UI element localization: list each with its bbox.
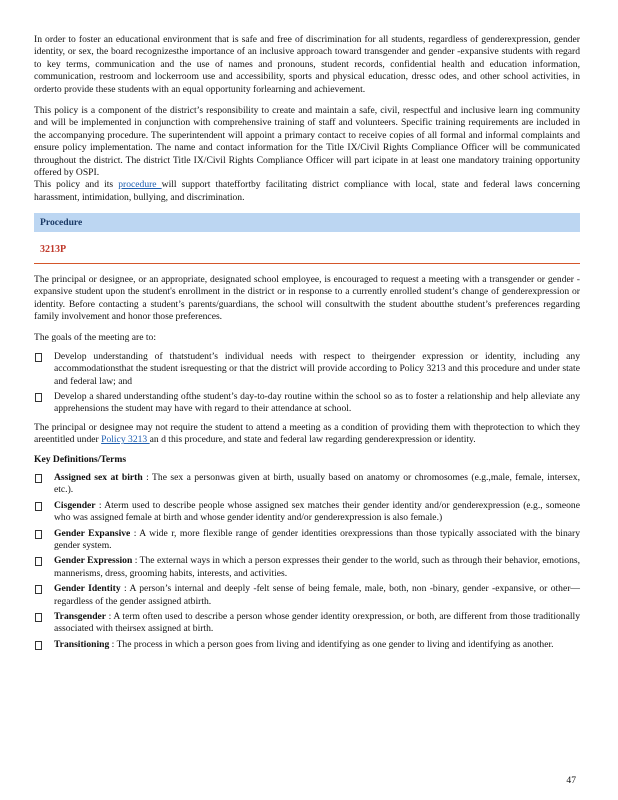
procedure-link[interactable]: procedure <box>118 179 162 191</box>
definition-term: Gender Identity <box>54 583 121 595</box>
definitions-heading: Key Definitions/Terms <box>34 453 127 465</box>
definition-text: : A wide r, more flexible range of gender identities orexpressions than those typically associated with the binary gender system. <box>54 527 580 551</box>
body-p2-text-a: The principal or designee may not require the student to attend a meeting as a condition of providing them with theprotection to which they areentitled under <box>34 421 580 446</box>
goals-list <box>34 351 580 416</box>
definitions-list <box>34 472 580 651</box>
bullet-icon <box>35 502 42 511</box>
bullet-icon <box>35 585 42 594</box>
bullet-icon <box>35 557 42 566</box>
definition-text: : A person’s internal and deeply -felt sense of being female, male, both, non -binary, gender -expansive, or other—regardless of the gender assigned atbirth. <box>54 583 580 607</box>
list-item <box>34 555 580 580</box>
body-paragraph-1: The principal or designee, or an appropriate, designated school employee, is encouraged to request a meeting with a transgender or gender -expansive student upon the student's enrollment in the district or in response to a currently enrolled student’s change of genderexpression or identity. Before contacting a student’s parents/guardians, the school will consultwith the student aboutthe student’s preferences regarding family involvement and honor those preferences. <box>34 273 580 322</box>
procedure-code: 3213P <box>40 244 67 256</box>
procedure-label: Procedure <box>40 216 83 228</box>
bullet-icon <box>35 474 42 483</box>
document-page <box>34 34 580 657</box>
definition-term: Gender Expression <box>54 555 133 567</box>
intro-p3-text-a: This policy and its <box>34 179 119 191</box>
intro-p3-text-b: will support thateffortby facilitating district compliance with local, state and federal laws concerning harassment, intimidation, bullying, and discrimination. <box>34 179 580 203</box>
list-item <box>34 351 580 388</box>
bullet-icon <box>35 530 42 539</box>
page-number: 47 <box>566 775 576 786</box>
list-item <box>34 583 580 608</box>
intro-paragraph-1: In order to foster an educational environment that is safe and free of discrimination for all students, regardless of genderexpression, gender identity, or sex, the board recognizesthe importance of an inclusive approach toward transgender and gender -expansive students with regard to key terms, communication and the use of names and pronouns, student records, confidential health and education information, communication, restroom and lockerroom use and accessibility, sports and physical education, dressc odes, and other school activities, in orderto provide these students with an equal opportunity forlearning and achievement. <box>34 34 580 95</box>
list-item <box>34 639 580 651</box>
goal-text: Develop a shared understanding ofthe student’s day-to-day routine within the school so as to foster a relationship and help alleviate any apprehensions the student may have with regard to their attendance at school. <box>54 390 580 415</box>
definition-term: Cisgender <box>54 499 96 511</box>
list-item <box>34 391 580 416</box>
definition-term: Gender Expansive <box>54 527 131 539</box>
bullet-icon <box>35 353 42 362</box>
definition-text: : A term often used to describe a person whose gender identity orexpression, or both, are different from those traditionally associated with theirsex assigned at birth. <box>54 611 580 635</box>
intro-paragraph-2: This policy is a component of the district’s responsibility to create and maintain a safe, civil, respectful and inclusive learn ing community and will be implemented in conjunction with comprehensive training of staff and volunteers. Specific training requirements are included in the accompanying procedure. The superintendent will appoint a primary contact to receive copies of all formal and informal complaints and ensure policy implementation. The name and contact information for the Title IX/Civil Rights Compliance Officer will be communicated throughout the district. The district Title IX/Civil Rights Compliance Officer will part icipate in at least one mandatory training opportunity offered by OSPI. <box>34 105 580 179</box>
bullet-icon <box>35 613 42 622</box>
bullet-icon <box>35 393 42 402</box>
definition-term: Assigned sex at birth <box>54 471 143 483</box>
definition-term: Transgender <box>54 611 107 623</box>
list-item <box>34 500 580 525</box>
list-item <box>34 528 580 553</box>
list-item <box>34 472 580 497</box>
intro-paragraph-3 <box>34 179 580 204</box>
goal-text: Develop understanding of thatstudent’s individual needs with respect to theirgender expression or identity, including any accommodationsthat the student isrequesting or that the district will provide according to Policy 3213 and this procedure and under state and federal law; and <box>54 350 580 387</box>
body-p2-text-b: an d this procedure, and state and federal law regarding genderexpression or identity. <box>149 434 476 446</box>
definition-term: Transitioning <box>54 638 110 650</box>
definition-text: : The process in which a person goes from living and identifying as one gender to living and identifying as another. <box>109 638 554 650</box>
divider <box>34 263 580 264</box>
procedure-header-bar <box>34 213 580 232</box>
goals-intro: The goals of the meeting are to: <box>34 332 157 344</box>
list-item <box>34 611 580 636</box>
policy-3213-link[interactable]: Policy 3213 <box>101 434 150 446</box>
definition-text: : The sex a personwas given at birth, usually based on anatomy or chromosomes (e.g.,male, female, intersex, etc.). <box>54 471 580 496</box>
definition-text: : Aterm used to describe people whose assigned sex matches their gender identity and/or genderexpression (e.g., someone who was assigned female at birth and whose gender identity and/or genderexpression is also female.) <box>54 499 580 524</box>
definition-text: : The external ways in which a person expresses their gender to the world, such as through their behavior, emotions, mannerisms, dress, grooming habits, interests, and activities. <box>54 555 580 579</box>
body-paragraph-2 <box>34 422 580 447</box>
bullet-icon <box>35 641 42 650</box>
